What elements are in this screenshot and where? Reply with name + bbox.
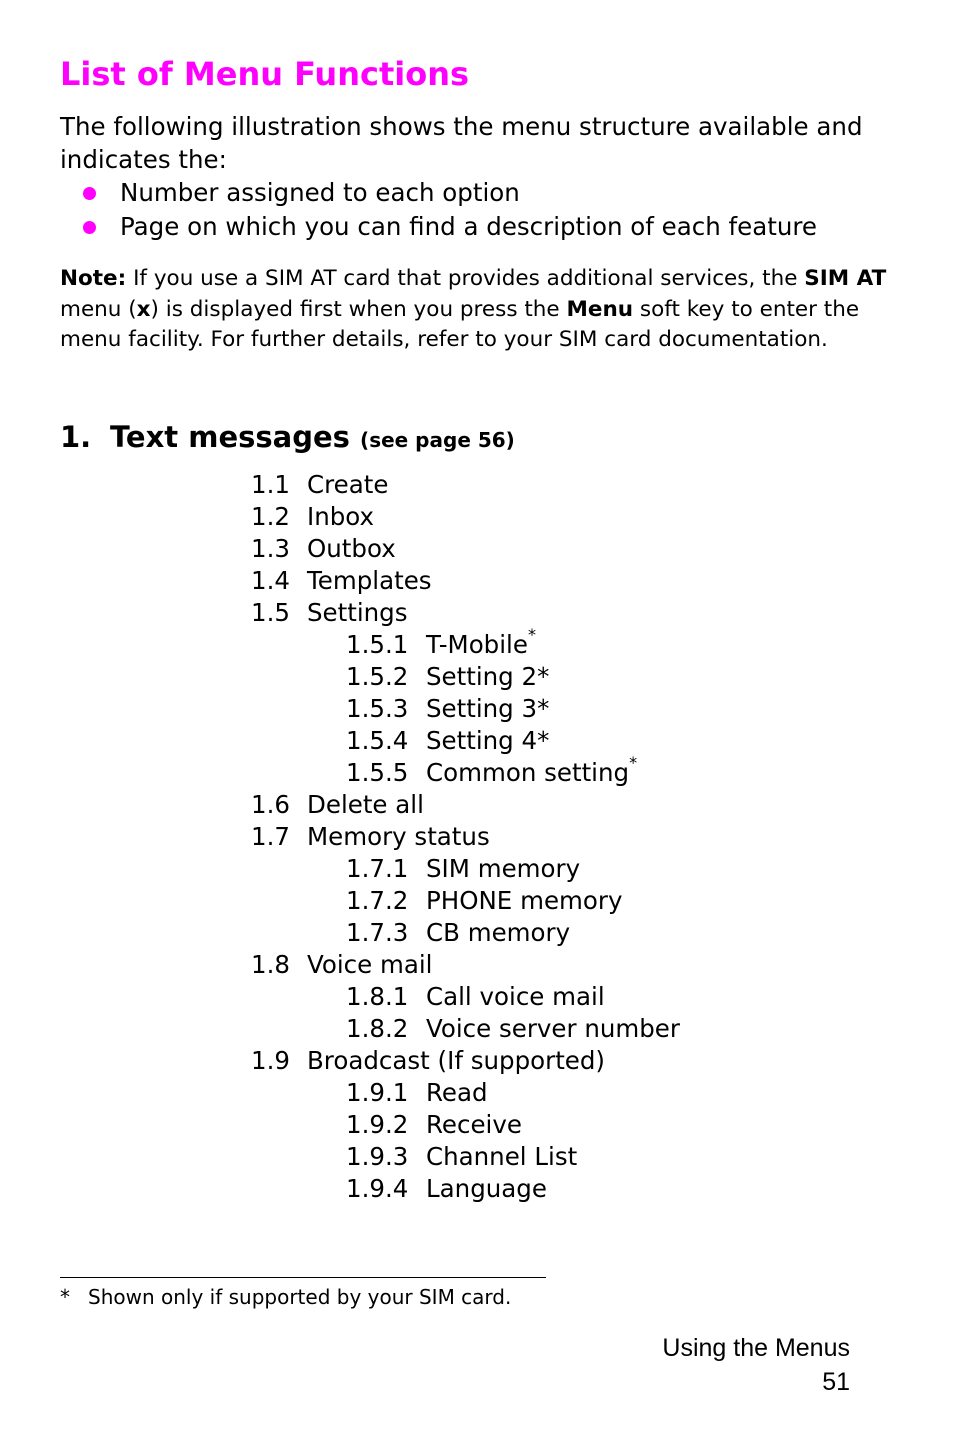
menu-item	[346, 853, 580, 885]
section-number: 1.	[60, 420, 92, 454]
menu-item	[346, 1109, 522, 1141]
menu-item	[346, 981, 605, 1013]
menu-item-number: 1.8.2	[346, 1014, 409, 1043]
menu-item-label: Common setting	[426, 758, 630, 787]
bullet-list	[78, 176, 817, 244]
menu-item-number: 1.5.2	[346, 662, 409, 691]
menu-item	[251, 501, 374, 533]
menu-item-number: 1.9	[251, 1046, 290, 1075]
menu-item-number: 1.2	[251, 502, 290, 531]
menu-item-label: Memory status	[307, 822, 490, 851]
intro-paragraph: The following illustration shows the menu structure available and indicates the:	[60, 112, 863, 174]
menu-item-number: 1.9.4	[346, 1174, 409, 1203]
menu-item-number: 1.9.2	[346, 1110, 409, 1139]
menu-item	[251, 597, 408, 629]
menu-item	[346, 885, 622, 917]
footnote-divider	[60, 1277, 546, 1278]
footnote-marker: *	[629, 752, 638, 772]
menu-item-number: 1.7.1	[346, 854, 409, 883]
note-text: If you use a SIM AT card that provides additional services, the	[126, 266, 805, 291]
menu-item-number: 1.7.2	[346, 886, 409, 915]
menu-item	[346, 917, 570, 949]
menu-item	[346, 1077, 488, 1109]
menu-item-label: Broadcast (If supported)	[307, 1046, 605, 1075]
menu-item-number: 1.9.1	[346, 1078, 409, 1107]
note-text: menu (	[60, 296, 137, 322]
menu-item-label: Create	[307, 470, 389, 499]
menu-item	[346, 725, 549, 757]
menu-item-label: CB memory	[426, 918, 571, 947]
menu-item	[251, 949, 432, 981]
footer-section: Using the Menus	[662, 1334, 850, 1362]
page-number: 51	[822, 1368, 850, 1396]
menu-item	[251, 469, 388, 501]
menu-item-number: 1.8	[251, 950, 290, 979]
note-label: Note:	[60, 266, 127, 291]
bullet-text: Number assigned to each option	[120, 178, 520, 207]
menu-item-number: 1.5.1	[346, 630, 409, 659]
bullet-icon	[83, 187, 96, 200]
menu-item-number: 1.1	[251, 470, 290, 499]
note-text: ) is displayed first when you press the	[150, 296, 567, 322]
menu-item-number: 1.5	[251, 598, 290, 627]
menu-item	[251, 533, 396, 565]
menu-item-label: T-Mobile	[426, 630, 528, 659]
menu-item	[251, 789, 424, 821]
menu-item-number: 1.7	[251, 822, 290, 851]
footnote	[60, 1283, 511, 1311]
menu-item-label: Read	[426, 1078, 488, 1107]
menu-item	[251, 565, 432, 597]
menu-item-label: Setting 2*	[426, 662, 550, 691]
menu-item-number: 1.3	[251, 534, 290, 563]
footnote-text: Shown only if supported by your SIM card.	[88, 1285, 512, 1309]
menu-item	[346, 1173, 547, 1205]
menu-item-number: 1.5.5	[346, 758, 409, 787]
menu-item-label: PHONE memory	[426, 886, 623, 915]
menu-item-number: 1.4	[251, 566, 290, 595]
menu-item-label: Setting 4*	[426, 726, 550, 755]
menu-item-label: Templates	[307, 566, 432, 595]
menu-item-number: 1.6	[251, 790, 290, 819]
section-title: Text messages	[110, 420, 350, 454]
page-title: List of Menu Functions	[60, 55, 470, 93]
menu-item-label: Receive	[426, 1110, 522, 1139]
menu-item-number: 1.5.4	[346, 726, 409, 755]
note-menu-softkey: Menu	[566, 296, 634, 322]
menu-item-label: SIM memory	[426, 854, 581, 883]
menu-item-label: Language	[426, 1174, 547, 1203]
note-text: soft key to enter the menu facility. For further details, refer to your SIM card documentation.	[60, 296, 860, 352]
menu-item-label: Delete all	[307, 790, 424, 819]
menu-item-label: Outbox	[307, 534, 396, 563]
menu-item	[346, 1013, 680, 1045]
menu-item-label: Settings	[307, 598, 408, 627]
note-paragraph	[60, 264, 900, 356]
menu-item	[346, 661, 549, 693]
menu-item	[346, 624, 536, 661]
section-page-ref: (see page 56)	[360, 428, 515, 452]
bullet-item	[78, 176, 817, 210]
menu-item-label: Channel List	[426, 1142, 578, 1171]
menu-item-label: Voice mail	[307, 950, 433, 979]
menu-item-label: Setting 3*	[426, 694, 550, 723]
menu-item	[346, 752, 638, 789]
menu-item-number: 1.8.1	[346, 982, 409, 1011]
menu-item	[251, 1045, 605, 1077]
menu-item-label: Voice server number	[426, 1014, 680, 1043]
menu-item-number: 1.5.3	[346, 694, 409, 723]
menu-item	[346, 1141, 577, 1173]
menu-item	[346, 693, 549, 725]
page-footer	[662, 1331, 850, 1399]
footnote-symbol: *	[60, 1285, 70, 1309]
menu-item-label: Call voice mail	[426, 982, 605, 1011]
note-sim-at: SIM AT	[804, 266, 887, 291]
section-heading	[60, 414, 515, 463]
bullet-item	[78, 210, 817, 244]
bullet-icon	[83, 221, 96, 234]
note-menu-key: x	[136, 296, 151, 322]
footnote-marker: *	[527, 624, 536, 644]
menu-item-number: 1.9.3	[346, 1142, 409, 1171]
menu-item	[251, 821, 490, 853]
menu-item-label: Inbox	[307, 502, 375, 531]
menu-item-number: 1.7.3	[346, 918, 409, 947]
bullet-text: Page on which you can find a description of each feature	[120, 212, 818, 241]
